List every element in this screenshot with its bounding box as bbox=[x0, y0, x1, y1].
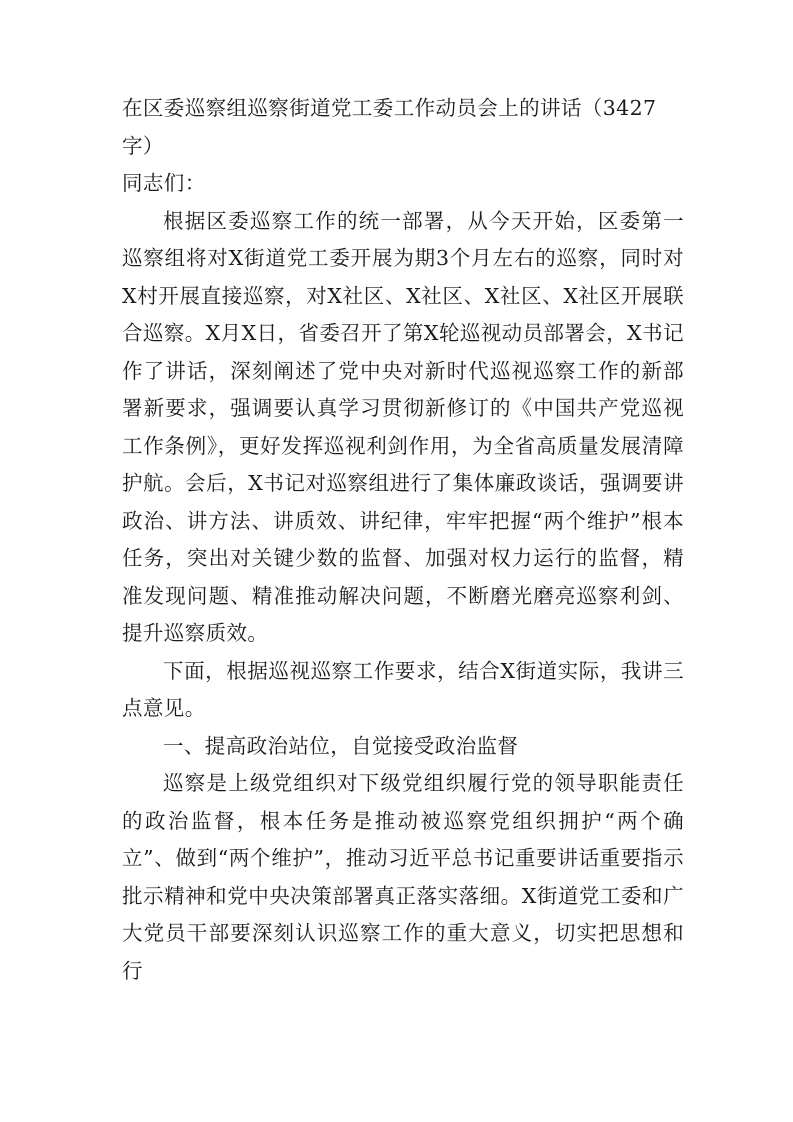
salutation: 同志们： bbox=[122, 171, 206, 195]
document-title: 在区委巡察组巡察街道党工委工作动员会上的讲话（3427字） bbox=[122, 96, 657, 158]
document-body bbox=[122, 90, 684, 990]
paragraph-intro: 根据区委巡察工作的统一部署，从今天开始，区委第一巡察组将对X街道党工委开展为期3个月左右的巡察，同时对X村开展直接巡察，对X社区、X社区、X社区、X社区开展联合巡察。X月X日，省委召开了第X轮巡视动员部署会，X书记作了讲话，深刻阐述了党中央对新时代巡视巡察工作的新部署新要求，强调要认真学习贯彻新修订的《中国共产党巡视工作条例》，更好发挥巡视利剑作用，为全省高质量发展清障护航。会后，X书记对巡察组进行了集体廉政谈话，强调要讲政治、讲方法、讲质效、讲纪律，牢牢把握“两个维护”根本任务，突出对关键少数的监督、加强对权力运行的监督，精准发现问题、精准推动解决问题，不断磨光磨亮巡察利剑、提升巡察质效。 bbox=[122, 208, 684, 645]
paragraph-section-1: 巡察是上级党组织对下级党组织履行党的领导职能责任的政治监督，根本任务是推动被巡察党组织拥护“两个确立”、做到“两个维护”，推动习近平总书记重要讲话重要指示批示精神和党中央决策部署真正落实落细。X街道党工委和广大党员干部要深刻认识巡察工作的重大意义，切实把思想和行 bbox=[122, 771, 684, 983]
section-heading-1: 一、提高政治站位，自觉接受政治监督 bbox=[163, 733, 519, 758]
paragraph-outline: 下面，根据巡视巡察工作要求，结合X街道实际，我讲三点意见。 bbox=[122, 658, 684, 720]
